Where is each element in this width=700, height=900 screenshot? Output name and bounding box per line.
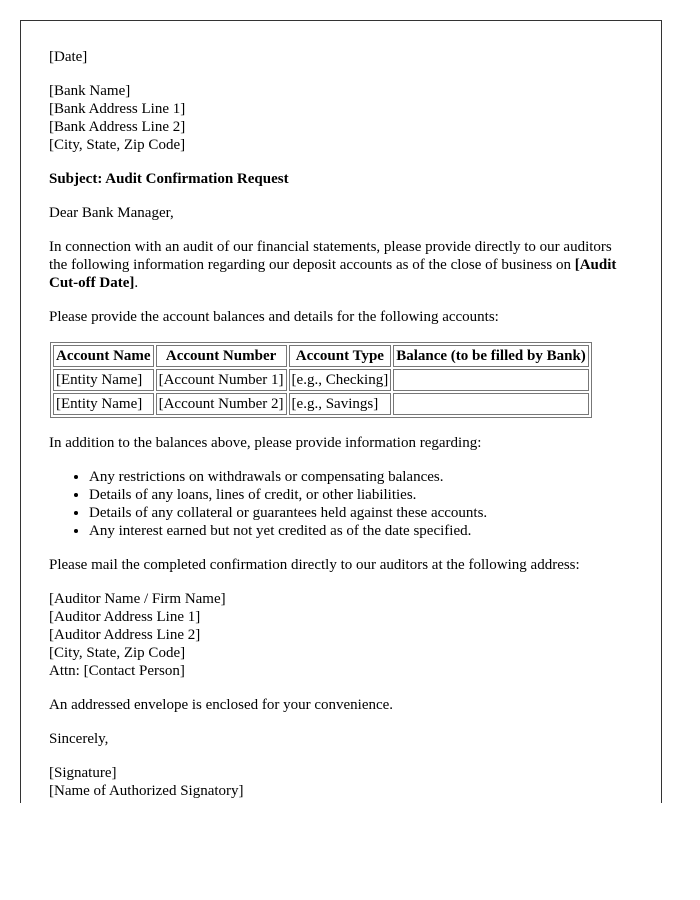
bank-address-line-1: [Bank Address Line 1] [49,101,186,117]
signature: [Signature] [49,765,117,781]
salutation: Dear Bank Manager, [49,205,174,221]
cell-account-type: [e.g., Checking] [289,369,392,391]
auditor-attn: Attn: [Contact Person] [49,663,185,679]
cell-balance [393,393,589,415]
intro-text: In connection with an audit of our financial statements, please provide directly to our auditors the following information regarding our deposit accounts as of the close of business on [49,239,612,273]
auditor-address-line-1: [Auditor Address Line 1] [49,609,201,625]
cell-balance [393,369,589,391]
auditor-address [49,590,633,680]
cutoff-date: [Audit Cut-off Date] [49,257,617,291]
table-row [53,369,589,391]
signature-block [49,764,633,800]
bank-address-line-2: [Bank Address Line 2] [49,119,186,135]
table-intro: Please provide the account balances and details for the following accounts: [49,309,499,325]
auditor-city: [City, State, Zip Code] [49,645,186,661]
date: [Date] [49,49,88,65]
intro-paragraph [49,238,633,292]
table-header-row [53,345,589,367]
auditor-address-line-2: [Auditor Address Line 2] [49,627,201,643]
header-account-type: Account Type [289,345,392,367]
header-balance: Balance (to be filled by Bank) [393,345,589,367]
intro-end: . [134,275,139,291]
bank-name: [Bank Name] [49,83,131,99]
info-list [49,468,633,540]
closing: Sincerely, [49,731,109,747]
additional-intro: In addition to the balances above, please provide information regarding: [49,435,482,451]
auditor-name: [Auditor Name / Firm Name] [49,591,226,607]
subject: Subject: Audit Confirmation Request [49,171,289,187]
list-item: • Any interest earned but not yet credited as of the date specified. [89,522,633,540]
cell-account-number: [Account Number 1] [156,369,287,391]
bank-address [49,82,633,154]
signatory-name: [Name of Authorized Signatory] [49,783,244,799]
cell-account-name: [Entity Name] [53,393,154,415]
header-account-number: Account Number [156,345,287,367]
list-item: • Details of any collateral or guarantees held against these accounts. [89,504,633,522]
letter [20,20,662,803]
accounts-table [50,342,592,418]
cell-account-name: [Entity Name] [53,369,154,391]
list-item: • Any restrictions on withdrawals or compensating balances. [89,468,633,486]
mail-intro: Please mail the completed confirmation directly to our auditors at the following address: [49,557,580,573]
table-row [53,393,589,415]
list-item: • Details of any loans, lines of credit, or other liabilities. [89,486,633,504]
envelope-note: An addressed envelope is enclosed for your convenience. [49,697,394,713]
cell-account-type: [e.g., Savings] [289,393,392,415]
header-account-name: Account Name [53,345,154,367]
cell-account-number: [Account Number 2] [156,393,287,415]
bank-city: [City, State, Zip Code] [49,137,186,153]
